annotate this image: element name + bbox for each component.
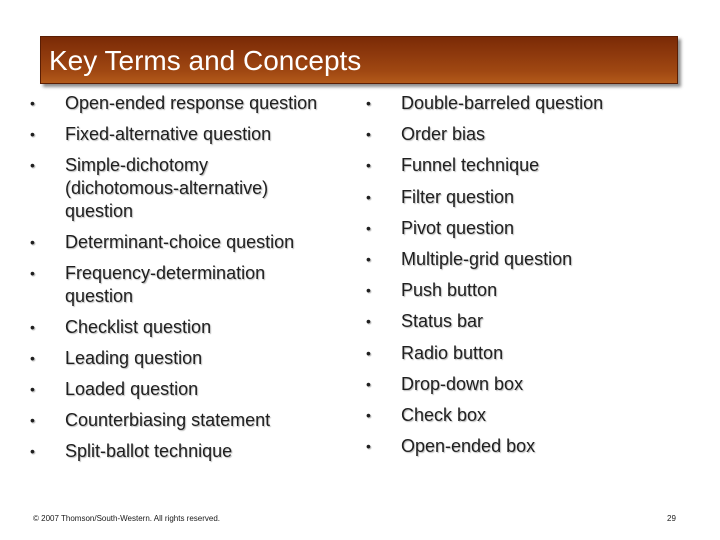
list-item-text: Double-barreled question	[401, 93, 604, 113]
list-item	[28, 440, 345, 463]
list-item-text: Multiple-grid question	[401, 248, 573, 269]
list-item	[364, 154, 694, 177]
copyright-notice: © 2007 Thomson/South-Western. All rights reserved.	[33, 514, 221, 523]
list-item	[364, 342, 694, 365]
bullet-icon: •	[30, 381, 35, 397]
list-item-text: Open-ended response question	[65, 93, 318, 113]
list-item	[364, 248, 694, 271]
bullet-icon: •	[366, 406, 371, 423]
bullet-icon: •	[366, 438, 371, 455]
list-item	[28, 123, 345, 146]
bullet-icon: •	[366, 219, 371, 236]
list-item-text: Order bias	[401, 124, 486, 145]
list-item	[364, 279, 694, 302]
bullet-icon: •	[30, 319, 35, 335]
slide-title: Key Terms and Concepts	[49, 45, 362, 76]
bullet-icon: •	[30, 443, 35, 459]
list-item-text: Push button	[401, 280, 498, 301]
bullet-icon: •	[30, 95, 35, 111]
bullet-icon: •	[30, 234, 35, 250]
list-item	[28, 409, 355, 432]
page-number: 29	[667, 514, 676, 523]
list-item	[364, 217, 694, 240]
bullet-icon: •	[366, 188, 371, 205]
bullet-icon: •	[30, 126, 35, 142]
list-item	[364, 92, 694, 115]
list-item	[28, 154, 295, 223]
list-item	[28, 347, 345, 370]
list-item-text: Check box	[401, 404, 487, 425]
list-item	[364, 435, 694, 458]
bullet-icon: •	[366, 282, 371, 299]
bullet-icon: •	[366, 126, 371, 143]
list-item-text: Counterbiasing statement	[65, 410, 271, 430]
list-item-text: Checklist question	[65, 317, 212, 337]
list-item-text: Status bar	[401, 311, 484, 332]
bullet-icon: •	[30, 157, 35, 173]
list-item-text: Simple-dichotomy (dichotomous-alternative) question	[65, 155, 269, 221]
bullet-icon: •	[366, 344, 371, 361]
bullet-icon: •	[30, 350, 35, 366]
list-item-text: Drop-down box	[401, 373, 524, 394]
list-item-text: Split-ballot technique	[65, 441, 233, 461]
list-item	[364, 186, 694, 209]
list-item-text: Radio button	[401, 342, 504, 363]
title-bar	[40, 36, 678, 84]
bullet-icon: •	[366, 250, 371, 267]
list-item-text: Determinant-choice question	[65, 232, 295, 252]
bullet-icon: •	[30, 412, 35, 428]
list-item-text: Funnel technique	[401, 155, 540, 176]
bullet-icon: •	[366, 157, 371, 174]
list-item-text: Fixed-alternative question	[65, 124, 272, 144]
list-item-text: Pivot question	[401, 217, 515, 238]
list-item	[28, 378, 345, 401]
list-item	[364, 123, 694, 146]
list-item-text: Frequency-determination question	[65, 263, 266, 306]
bullet-icon: •	[366, 313, 371, 330]
list-item-text: Leading question	[65, 348, 203, 368]
list-item	[28, 262, 295, 308]
list-item-text: Open-ended box	[401, 436, 536, 457]
list-item-text: Loaded question	[65, 379, 199, 399]
right-column	[364, 92, 694, 466]
left-column	[28, 92, 348, 471]
list-item-text: Filter question	[401, 186, 515, 207]
list-item	[364, 310, 694, 333]
bullet-icon: •	[366, 95, 371, 111]
bullet-icon: •	[366, 375, 371, 392]
list-item	[28, 92, 345, 115]
list-item	[28, 316, 345, 339]
bullet-icon: •	[30, 265, 35, 281]
list-item	[28, 231, 355, 254]
list-item	[364, 404, 694, 427]
list-item	[364, 373, 694, 396]
